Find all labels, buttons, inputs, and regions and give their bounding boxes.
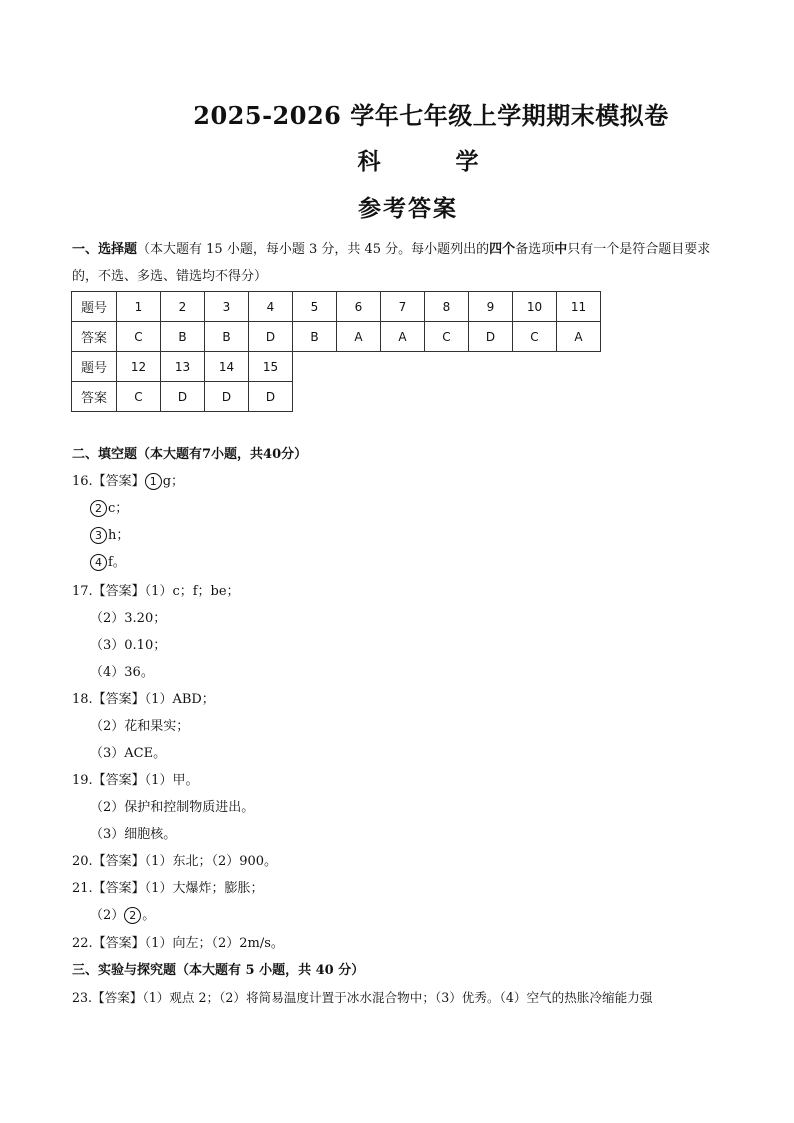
cell-a: D [249,382,293,412]
row-label-answer: 答案 [72,322,117,352]
answer-19-1: 19.【答案】（1）甲。 [72,773,199,788]
empty-space [293,382,601,412]
row-label-question: 题号 [72,292,117,322]
section1-desc2: 备选项 [515,242,555,257]
section1-instructions [72,236,722,290]
answer-18-2: （2）花和果实； [90,719,190,734]
cell-a: D [249,322,293,352]
row-label-answer: 答案 [72,382,117,412]
answer-18-1: 18.【答案】（1）ABD； [72,692,215,707]
section1-desc3: 只有一个是符合题目要求的，不选、多选、错选均不得分） [72,242,711,284]
cell-q: 12 [117,352,161,382]
cell-q: 11 [557,292,601,322]
answer-16-1: g； [162,474,185,489]
answer-16-4: f。 [108,555,126,570]
answer-16-3: h； [108,528,130,543]
answer-18-3: （3）ACE。 [90,746,167,761]
empty-space [293,352,601,382]
answer-21-1: 21.【答案】（1）大爆炸；膨胀； [72,881,264,896]
answer-16-3-line [90,524,129,544]
answer-23: 23.【答案】（1）观点 2；（2）将简易温度计置于冰水混合物中；（3）优秀。（4）空气的热胀冷缩能力强 [72,990,653,1005]
circled-number-icon: 2 [90,500,107,517]
answer-17-4: （4）36。 [90,665,154,680]
cell-q: 13 [161,352,205,382]
answer-17-2: （2）3.20； [90,611,167,626]
answer-19-2: （2）保护和控制物质进出。 [90,800,255,815]
answer-16-prefix: 16.【答案】 [72,474,145,489]
cell-q: 4 [249,292,293,322]
cell-a: C [513,322,557,352]
circled-number-icon: 1 [145,473,162,490]
answer-20: 20.【答案】（1）东北；（2）900。 [72,854,278,869]
answer-21-2-prefix: （2） [90,908,125,923]
table-row-answers-1 [72,322,601,352]
answer-16-2-line [90,497,128,517]
circled-number-icon: 2 [124,907,141,924]
cell-q: 9 [469,292,513,322]
cell-a: A [337,322,381,352]
cell-q: 6 [337,292,381,322]
cell-a: D [161,382,205,412]
answer-17-3: （3）0.10； [90,638,167,653]
cell-a: D [205,382,249,412]
cell-a: A [557,322,601,352]
row-label-question: 题号 [72,352,117,382]
subject-title: 科 学 [357,148,505,175]
section2-title: 二、填空题（本大题有7小题，共40分） [72,447,308,462]
table-row-questions-1 [72,292,601,322]
answer-table [71,291,601,412]
cell-q: 2 [161,292,205,322]
cell-q: 5 [293,292,337,322]
cell-a: A [381,322,425,352]
section3-title: 三、实验与探究题（本大题有 5 小题，共 40 分） [72,963,365,978]
exam-title: 2025-2026 学年七年级上学期期末模拟卷 [193,101,669,130]
section1-desc: （本大题有 15 小题，每小题 3 分，共 45 分。每小题列出的 [137,242,490,257]
answer-17-1: 17.【答案】（1）c；f；be； [72,584,240,599]
circled-number-icon: 4 [90,554,107,571]
answer-21-2-line [90,904,155,924]
section1-desc-bold: 四个 [489,242,516,257]
cell-q: 3 [205,292,249,322]
cell-q: 1 [117,292,161,322]
cell-a: C [117,322,161,352]
cell-a: B [161,322,205,352]
cell-a: D [469,322,513,352]
cell-a: B [205,322,249,352]
table-row-answers-2 [72,382,601,412]
answer-22: 22.【答案】（1）向左；（2）2m/s。 [72,936,284,951]
answer-16 [72,470,184,490]
cell-a: C [425,322,469,352]
answer-16-4-line [90,551,126,571]
answer-21-2-suffix: 。 [142,908,156,923]
cell-q: 15 [249,352,293,382]
cell-a: C [117,382,161,412]
answer-key-title: 参考答案 [358,195,458,222]
cell-q: 8 [425,292,469,322]
section1-desc-bold2: 中 [554,242,568,257]
cell-q: 14 [205,352,249,382]
circled-number-icon: 3 [90,527,107,544]
answer-16-2: c； [108,501,129,516]
section1-title: 一、选择题 [72,242,138,257]
table-row-questions-2 [72,352,601,382]
cell-q: 7 [381,292,425,322]
cell-q: 10 [513,292,557,322]
answer-19-3: （3）细胞核。 [90,827,177,842]
cell-a: B [293,322,337,352]
